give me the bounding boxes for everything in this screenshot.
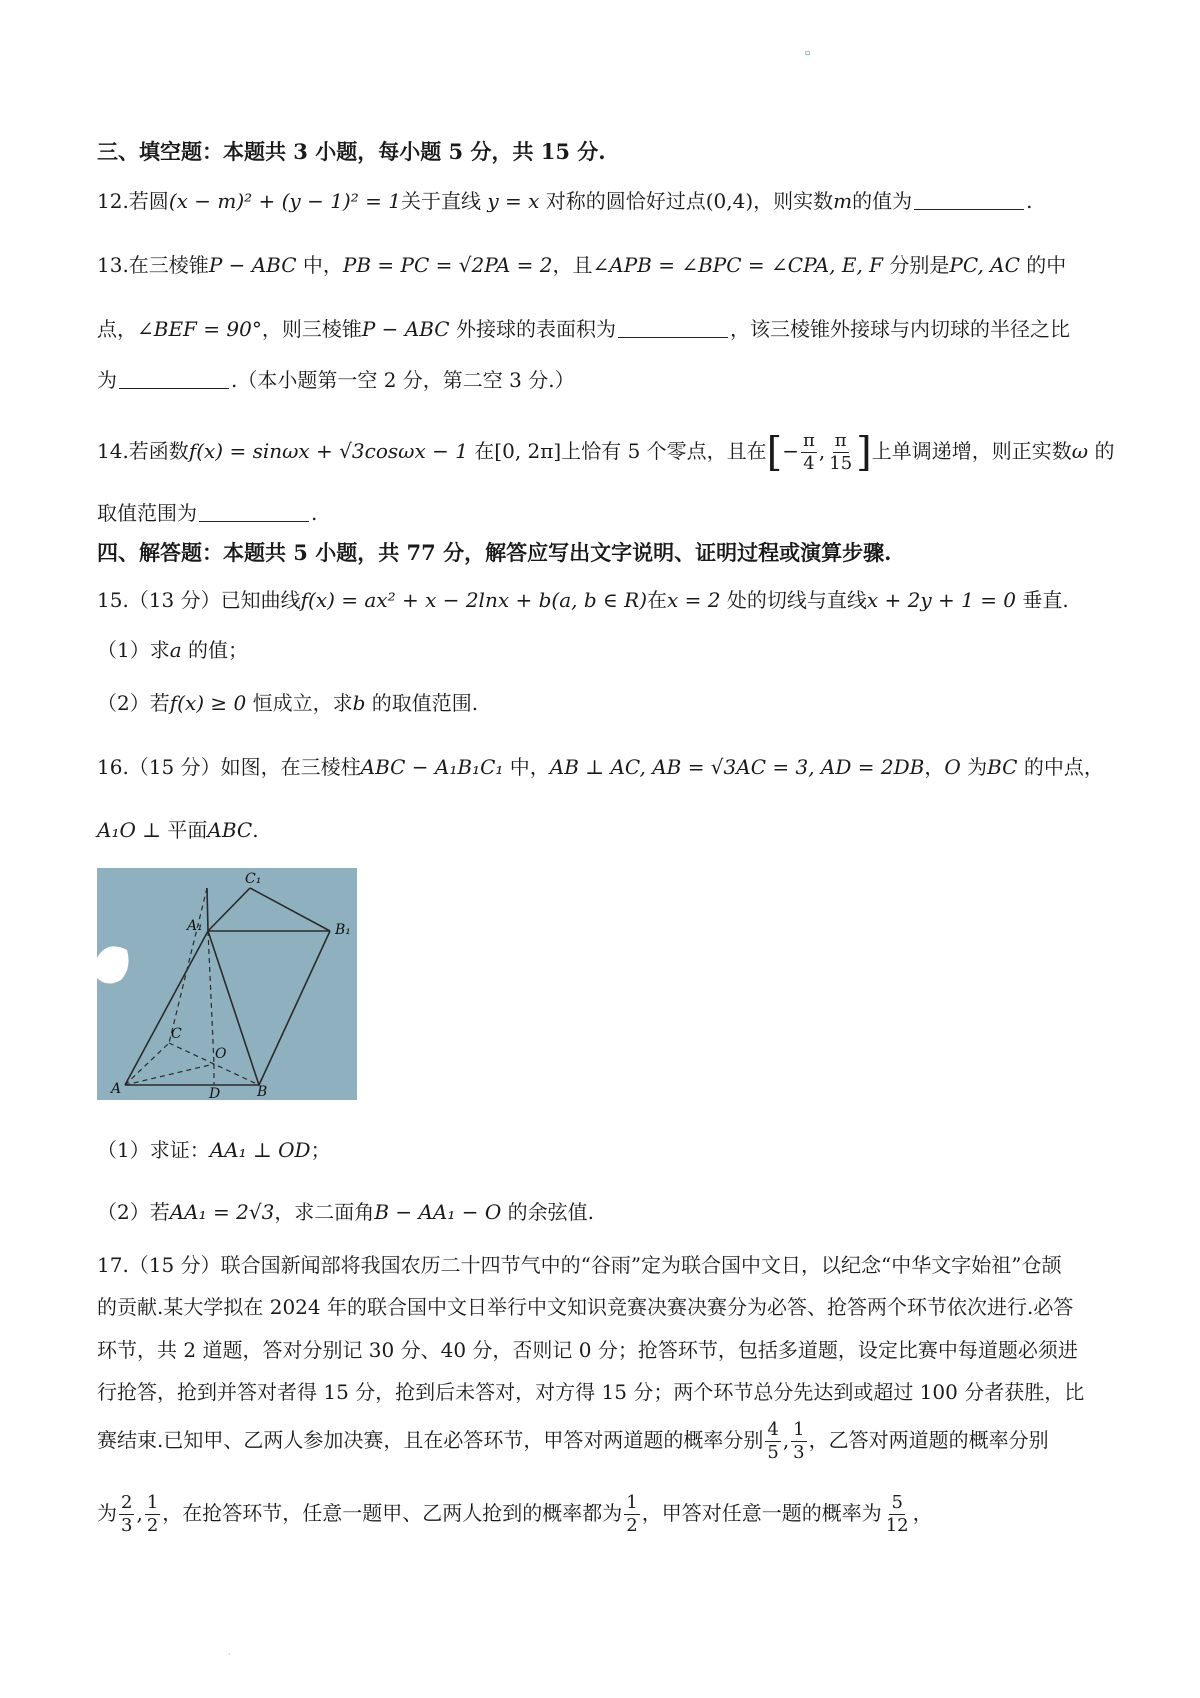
question-13-line-3: 为 .（本小题第一空 2 分，第二空 3 分.） (97, 368, 575, 392)
fraction: $\frac{\pi}{4}$ (803, 430, 815, 474)
question-13-line-1: 13.在三棱锥P − ABC 中，PB = PC = √2PA = 2，且∠APB = ∠BPC = ∠CPA, E, F 分别是PC, AC 的中 (97, 253, 1067, 277)
question-17-line-5: 赛结束.已知甲、乙两人参加决赛，且在必答环节，甲答对两道题的概率分别 $\frac{4}{5}$ , $\frac{1}{3}$ ，乙答对两道题的概率分别 (97, 1419, 1049, 1463)
label-b1: B₁ (335, 922, 351, 938)
section-heading-solutions: 四、解答题：本题共 5 小题，共 77 分，解答应写出文字说明、证明过程或演算步骤. (97, 540, 892, 565)
question-17-line-3: 环节，共 2 道题，答对分别记 30 分、40 分，否则记 0 分；抢答环节，包括多道题，设定比赛中每道题必须进 (97, 1338, 1078, 1362)
fraction: $\frac{1}{2}$ (146, 1492, 159, 1536)
fraction: $\frac{2}{3}$ (121, 1492, 133, 1536)
answer-blank[interactable] (618, 319, 728, 338)
answer-blank[interactable] (199, 503, 309, 522)
question-15-part-1: （1）求a 的值； (97, 638, 249, 662)
fraction: $\frac{\pi}{15}$ (829, 430, 853, 474)
question-16-part-1: （1）求证：AA₁ ⊥ OD； (97, 1138, 331, 1162)
question-16-line-2: A₁O ⊥ 平面ABC. (97, 818, 259, 842)
label-d: D (209, 1086, 221, 1100)
prism-figure (97, 868, 357, 1100)
label-c1: C₁ (245, 871, 262, 887)
question-16-part-2: （2）若AA₁ = 2√3，求二面角B − AA₁ − O 的余弦值. (97, 1200, 594, 1224)
label-a1: A₁ (187, 918, 203, 934)
fraction: $\frac{5}{12}$ (885, 1492, 909, 1536)
label-o: O (215, 1046, 227, 1062)
fraction: $\frac{1}{3}$ (793, 1419, 805, 1463)
question-14-line-1: 14.若函数f(x) = sinωx + √3cosωx − 1 在[0, 2π]上恰有 5 个零点，且在[− $\frac{\pi}{4}$ , $\frac{\pi}{15}$ ]上单调递增，则正实数ω 的 (97, 429, 1115, 476)
question-15: 15.（13 分）已知曲线f(x) = ax² + x − 2lnx + b(a, b ∈ R)在x = 2 处的切线与直线x + 2y + 1 = 0 垂直. (97, 588, 1069, 612)
question-13-line-2: 点，∠BEF = 90°，则三棱锥P − ABC 外接球的表面积为 ，该三棱锥外接球与内切球的半径之比 (97, 317, 1070, 341)
scan-mark: · (228, 1650, 231, 1659)
scan-mark: ▫ (805, 48, 811, 57)
question-16-line-1: 16.（15 分）如图，在三棱柱ABC − A₁B₁C₁ 中，AB ⊥ AC, AB = √3AC = 3, AD = 2DB，O 为BC 的中点， (97, 755, 1104, 779)
question-12: 12.若圆(x − m)² + (y − 1)² = 1关于直线 y = x 对称的圆恰好过点(0,4)，则实数m的值为 . (97, 189, 1033, 213)
answer-blank[interactable] (914, 191, 1024, 210)
question-17-line-2: 的贡献.某大学拟在 2024 年的联合国中文日举行中文知识竞赛决赛决赛分为必答、抢答两个环节依次进行.必答 (97, 1295, 1074, 1319)
fraction: $\frac{4}{5}$ (767, 1419, 779, 1463)
question-14-line-2: 取值范围为 . (97, 501, 318, 525)
question-17-line-1: 17.（15 分）联合国新闻部将我国农历二十四节气中的“谷雨”定为联合国中文日，以纪念“中华文字始祖”仓颉 (97, 1253, 1062, 1277)
label-b: B (257, 1084, 268, 1100)
question-17-line-4: 行抢答，抢到并答对者得 15 分，抢到后未答对，对方得 15 分；两个环节总分先达到或超过 100 分者获胜，比 (97, 1380, 1085, 1404)
fraction: $\frac{1}{2}$ (626, 1492, 638, 1536)
label-a: A (111, 1081, 122, 1097)
question-17-line-6: 为 $\frac{2}{3}$ , $\frac{1}{2}$ ，在抢答环节，任意一题甲、乙两人抢到的概率都为 $\frac{1}{2}$ ，甲答对任意一题的概率为 $\frac{5}{12}$ ， (97, 1492, 933, 1536)
label-c: C (171, 1026, 182, 1042)
answer-blank[interactable] (119, 370, 229, 389)
question-15-part-2: （2）若f(x) ≥ 0 恒成立，求b 的取值范围. (97, 691, 479, 715)
section-heading-fill-blank: 三、填空题：本题共 3 小题，每小题 5 分，共 15 分. (97, 139, 606, 164)
